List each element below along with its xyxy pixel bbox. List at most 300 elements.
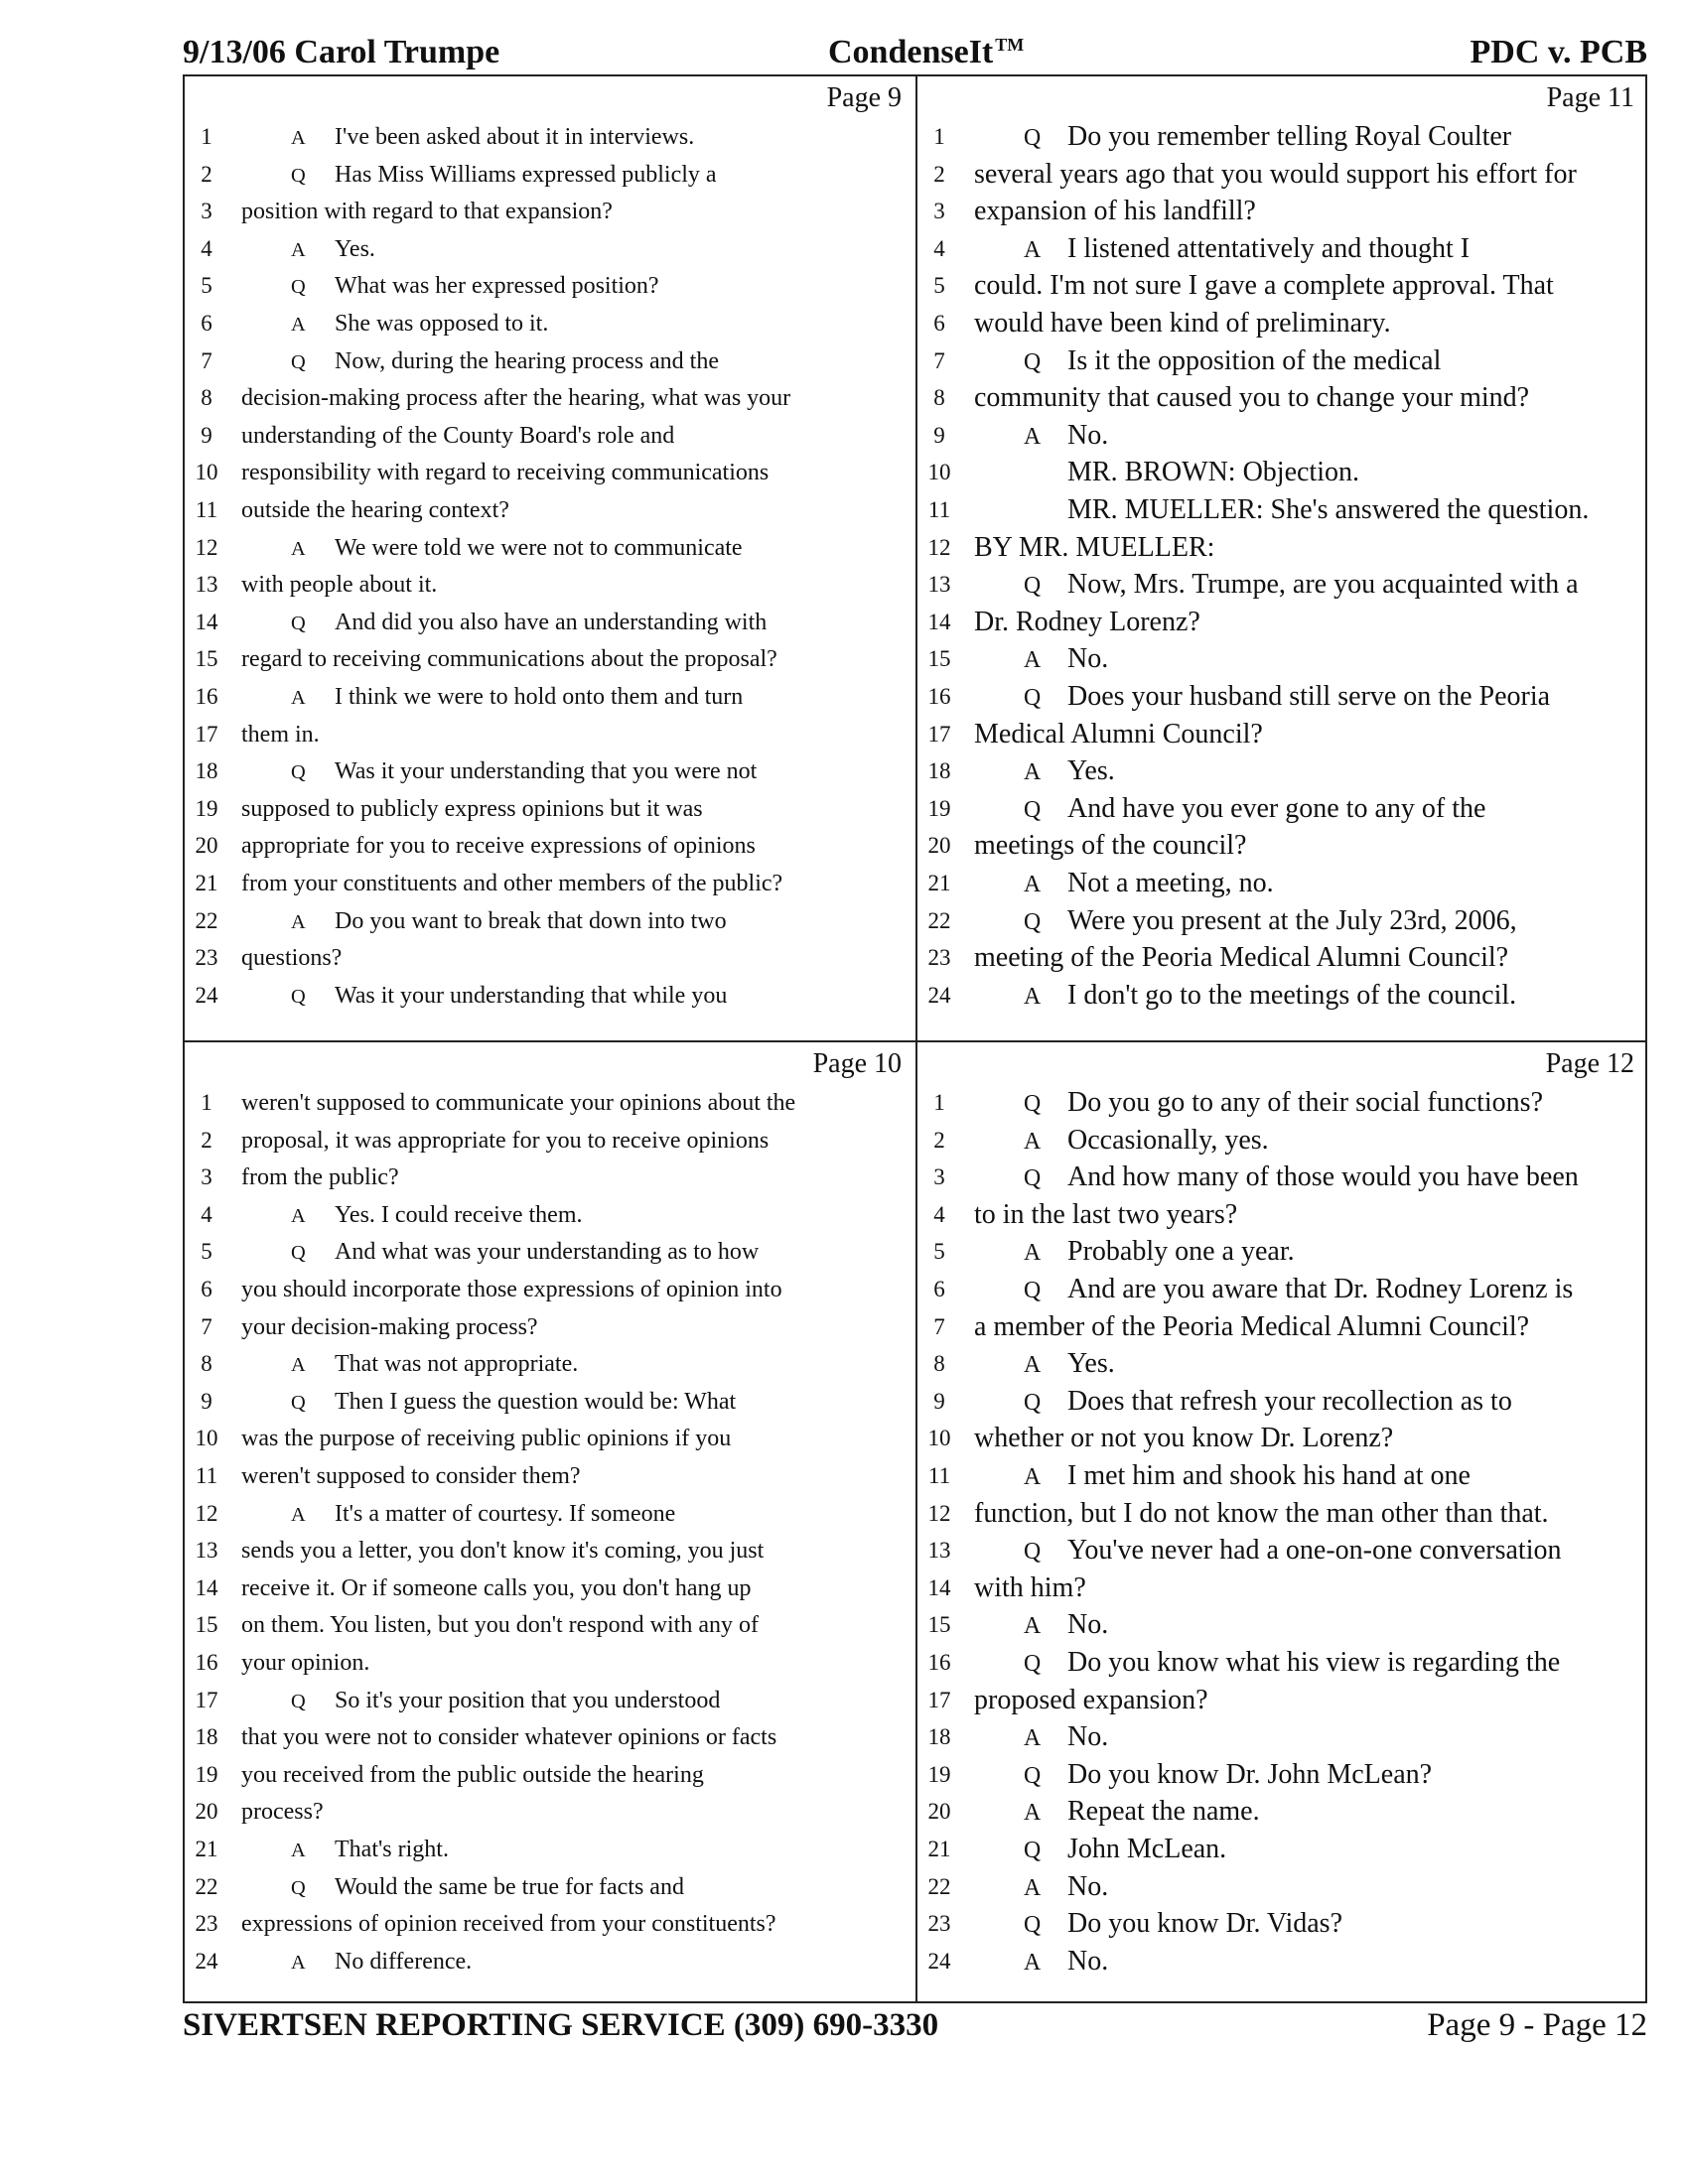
line-text — [241, 566, 906, 604]
line-text — [974, 1532, 1638, 1570]
transcript-line — [919, 827, 1644, 865]
testimony-text: Yes. — [335, 235, 375, 262]
line-text — [241, 193, 906, 230]
testimony-text: No. — [1067, 1945, 1109, 1977]
line-text — [974, 1084, 1638, 1123]
testimony-text: with him? — [974, 1571, 1086, 1603]
transcript-line — [187, 790, 912, 828]
testimony-text: regard to receiving communications about the proposal? — [241, 646, 777, 673]
line-number: 16 — [927, 684, 951, 709]
speaker-marker: A — [1024, 1949, 1042, 1976]
testimony-text: Does that refresh your recollection as to — [1067, 1385, 1512, 1417]
speaker-marker: A — [291, 910, 306, 933]
page-number-label: Page 10 — [812, 1048, 902, 1079]
line-text — [974, 1271, 1638, 1309]
line-number: 3 — [201, 199, 212, 224]
line-text — [974, 118, 1638, 157]
line-text — [974, 1233, 1638, 1272]
transcript-line — [919, 1345, 1644, 1383]
speaker-marker: A — [291, 1840, 306, 1861]
line-number: 21 — [195, 1837, 218, 1861]
header-case-date-witness: 9/13/06 Carol Trumpe — [183, 34, 500, 70]
transcript-line — [919, 491, 1644, 529]
speaker-marker: Q — [1024, 125, 1042, 151]
line-number: 9 — [933, 1388, 945, 1414]
line-text — [974, 1718, 1638, 1757]
testimony-text: Then I guess the question would be: What — [335, 1388, 737, 1415]
transcript-line — [187, 1718, 912, 1756]
line-number: 22 — [927, 1873, 951, 1899]
transcript-line — [919, 1793, 1644, 1831]
transcript-line — [919, 118, 1644, 156]
page-number-label: Page 11 — [1546, 82, 1634, 113]
line-number: 24 — [927, 982, 951, 1008]
testimony-text: I met him and shook his hand at one — [1067, 1460, 1471, 1491]
line-text — [241, 454, 906, 491]
transcript-line — [187, 977, 912, 1015]
line-number: 23 — [195, 1911, 218, 1937]
testimony-text: Do you know what his view is regarding the — [1067, 1647, 1561, 1678]
testimony-text: Medical Alumni Council? — [974, 718, 1263, 750]
line-text — [974, 454, 1638, 491]
line-number: 10 — [927, 1426, 951, 1451]
transcript-line — [187, 1532, 912, 1570]
testimony-text: That was not appropriate. — [335, 1351, 579, 1378]
line-text — [241, 1271, 906, 1308]
testimony-text: questions? — [241, 945, 343, 972]
transcript-line — [919, 1457, 1644, 1495]
line-number: 16 — [195, 1650, 218, 1675]
testimony-text: was the purpose of receiving public opinions if you — [241, 1426, 732, 1452]
speaker-marker: A — [1024, 1128, 1042, 1155]
testimony-text: Were you present at the July 23rd, 2006, — [1067, 904, 1517, 936]
transcript-line — [919, 1159, 1644, 1196]
line-number: 18 — [195, 1724, 218, 1750]
line-number: 11 — [927, 1463, 951, 1488]
transcript-line — [919, 604, 1644, 641]
transcript-line — [187, 1682, 912, 1719]
line-text — [241, 1495, 906, 1534]
line-text — [974, 977, 1638, 1016]
line-text — [974, 305, 1638, 342]
line-text — [974, 1943, 1638, 1981]
speaker-marker: Q — [1024, 1762, 1042, 1789]
page-grid — [183, 74, 1647, 2003]
line-number: 4 — [933, 235, 945, 261]
testimony-text: Do you remember telling Royal Coulter — [1067, 121, 1512, 152]
line-number: 8 — [201, 385, 212, 411]
speaker-marker: A — [1024, 983, 1042, 1010]
speaker-marker: A — [1024, 1800, 1042, 1827]
line-number: 13 — [927, 1538, 951, 1564]
speaker-marker: A — [291, 1951, 306, 1974]
line-number: 2 — [201, 1127, 212, 1153]
line-number: 7 — [933, 1313, 945, 1339]
testimony-text: So it's your position that you understood — [335, 1687, 721, 1713]
testimony-text: No. — [1067, 1721, 1109, 1753]
transcript-line — [919, 939, 1644, 977]
line-text — [241, 342, 906, 381]
line-number: 14 — [195, 609, 218, 634]
speaker-marker: A — [1024, 1613, 1042, 1640]
line-number: 16 — [927, 1650, 951, 1675]
transcript-line — [919, 1271, 1644, 1308]
speaker-marker: A — [291, 314, 306, 336]
line-number: 19 — [195, 1761, 218, 1787]
testimony-text: You've never had a one-on-one conversation — [1067, 1535, 1562, 1567]
testimony-text: No. — [1067, 1609, 1109, 1641]
transcript-page — [919, 1044, 1644, 2002]
speaker-marker: A — [1024, 423, 1042, 450]
testimony-text: proposal, it was appropriate for you to receive opinions — [241, 1127, 770, 1154]
line-text — [974, 1905, 1638, 1944]
speaker-marker: A — [1024, 236, 1042, 263]
testimony-text: Occasionally, yes. — [1067, 1124, 1269, 1156]
testimony-text: No. — [1067, 1870, 1109, 1902]
transcript-line — [187, 1868, 912, 1906]
line-text — [241, 491, 906, 529]
transcript-line — [919, 1868, 1644, 1906]
testimony-text: to in the last two years? — [974, 1198, 1238, 1230]
testimony-text: proposed expansion? — [974, 1684, 1208, 1715]
transcript-line — [187, 604, 912, 641]
line-text — [974, 1644, 1638, 1683]
transcript-line — [187, 678, 912, 716]
line-number: 6 — [933, 1277, 945, 1301]
speaker-marker: A — [291, 1354, 306, 1377]
line-text — [974, 1606, 1638, 1645]
speaker-marker: Q — [1024, 1912, 1042, 1939]
line-number: 18 — [195, 758, 218, 784]
speaker-marker: Q — [1024, 1389, 1042, 1416]
speaker-marker: Q — [291, 1690, 306, 1712]
line-text — [241, 1532, 906, 1570]
testimony-text: Repeat the name. — [1067, 1796, 1260, 1828]
transcript-line — [187, 1159, 912, 1196]
speaker-marker: A — [1024, 1725, 1042, 1752]
transcript-line — [919, 1644, 1644, 1682]
line-text — [974, 1383, 1638, 1422]
line-text — [974, 1682, 1638, 1719]
transcript-page — [187, 1044, 912, 2002]
line-text — [241, 267, 906, 306]
testimony-text: responsibility with regard to receiving communications — [241, 460, 770, 486]
testimony-text: Yes. — [1067, 1348, 1115, 1380]
line-text — [974, 491, 1638, 529]
line-number: 10 — [195, 460, 218, 485]
line-number: 12 — [927, 534, 951, 560]
transcript-line — [187, 305, 912, 342]
line-number: 15 — [927, 646, 951, 672]
testimony-text: community that caused you to change your mind? — [974, 382, 1530, 414]
line-number: 11 — [195, 497, 218, 522]
header-product-name — [828, 34, 1024, 71]
speaker-marker: Q — [291, 276, 306, 299]
transcript-line — [187, 454, 912, 491]
line-number: 2 — [933, 1127, 945, 1153]
line-text — [974, 827, 1638, 865]
speaker-marker: A — [1024, 1240, 1042, 1267]
line-number: 7 — [201, 347, 212, 373]
line-text — [241, 752, 906, 791]
line-text — [974, 1122, 1638, 1160]
line-text — [974, 1793, 1638, 1832]
transcript-page — [919, 78, 1644, 1036]
transcript-line — [919, 716, 1644, 753]
transcript-line — [187, 1196, 912, 1234]
line-number: 5 — [933, 1239, 945, 1265]
line-number: 21 — [927, 1837, 951, 1861]
line-number: 5 — [201, 273, 212, 299]
line-text — [974, 1831, 1638, 1869]
line-number: 5 — [201, 1239, 212, 1265]
line-number: 22 — [195, 1873, 218, 1899]
speaker-marker: A — [1024, 647, 1042, 674]
transcript-line — [919, 1233, 1644, 1271]
testimony-text: MR. BROWN: Objection. — [1067, 457, 1359, 488]
line-text — [974, 640, 1638, 679]
line-text — [974, 752, 1638, 791]
testimony-text: on them. You listen, but you don't respond with any of — [241, 1612, 759, 1639]
line-text — [241, 1233, 906, 1272]
testimony-text: I think we were to hold onto them and turn — [335, 684, 744, 710]
footer-reporting-service: SIVERTSEN REPORTING SERVICE (309) 690-3330 — [183, 2007, 939, 2043]
testimony-text: a member of the Peoria Medical Alumni Council? — [974, 1310, 1530, 1342]
line-text — [974, 1457, 1638, 1496]
testimony-text: process? — [241, 1799, 324, 1826]
line-text — [974, 1756, 1638, 1795]
transcript-page — [187, 78, 912, 1036]
transcript-line — [187, 640, 912, 678]
page-number-label: Page 12 — [1545, 1048, 1634, 1079]
line-number: 20 — [927, 1799, 951, 1825]
speaker-marker: Q — [1024, 1091, 1042, 1117]
line-number: 23 — [927, 1911, 951, 1937]
line-number: 1 — [201, 124, 212, 149]
line-number: 15 — [195, 1612, 218, 1638]
transcript-line — [919, 1943, 1644, 1980]
line-text — [241, 1122, 906, 1160]
line-number: 20 — [927, 833, 951, 859]
transcript-line — [187, 1457, 912, 1495]
testimony-text: And have you ever gone to any of the — [1067, 792, 1486, 824]
transcript-line — [919, 1383, 1644, 1421]
line-text — [974, 193, 1638, 230]
testimony-text: That's right. — [335, 1837, 449, 1862]
line-text — [241, 417, 906, 455]
transcript-line — [187, 752, 912, 790]
transcript-line — [919, 1570, 1644, 1607]
line-number: 13 — [195, 572, 218, 598]
line-text — [241, 1383, 906, 1422]
transcript-line — [919, 156, 1644, 194]
speaker-marker: Q — [1024, 348, 1042, 375]
testimony-text: I've been asked about it in interviews. — [335, 124, 695, 150]
testimony-text: function, but I do not know the man other than that. — [974, 1497, 1549, 1529]
line-text — [241, 902, 906, 941]
line-text — [974, 678, 1638, 717]
testimony-text: you should incorporate those expressions of opinion into — [241, 1277, 782, 1302]
line-text — [241, 1756, 906, 1794]
speaker-marker: Q — [291, 1876, 306, 1899]
transcript-line — [187, 939, 912, 977]
testimony-text: Was it your understanding that while you — [335, 982, 728, 1009]
testimony-text: No difference. — [335, 1948, 473, 1975]
transcript-line — [187, 1793, 912, 1831]
line-number: 12 — [195, 534, 218, 560]
line-text — [974, 1308, 1638, 1346]
line-text — [241, 716, 906, 753]
line-number: 18 — [927, 758, 951, 784]
line-number: 16 — [195, 684, 218, 709]
testimony-text: She was opposed to it. — [335, 311, 549, 337]
testimony-text: Now, Mrs. Trumpe, are you acquainted with a — [1067, 569, 1579, 601]
testimony-text: that you were not to consider whatever opinions or facts — [241, 1724, 777, 1751]
line-text — [241, 1196, 906, 1235]
transcript-line — [187, 1943, 912, 1980]
line-text — [241, 1831, 906, 1869]
line-text — [241, 790, 906, 828]
transcript-line — [919, 193, 1644, 230]
testimony-text: Yes. I could receive them. — [335, 1201, 583, 1228]
line-number: 11 — [927, 497, 951, 522]
speaker-marker: Q — [1024, 573, 1042, 600]
speaker-marker: A — [1024, 1874, 1042, 1901]
transcript-line — [187, 529, 912, 567]
transcript-line — [919, 230, 1644, 268]
line-number: 17 — [927, 1687, 951, 1712]
transcript-line — [187, 1122, 912, 1160]
testimony-text: No. — [1067, 643, 1109, 675]
transcript-line — [919, 1122, 1644, 1160]
line-text — [974, 230, 1638, 269]
testimony-text: Would the same be true for facts and — [335, 1873, 684, 1900]
speaker-marker: A — [291, 687, 306, 709]
testimony-text: meeting of the Peoria Medical Alumni Council? — [974, 942, 1509, 974]
line-number: 4 — [201, 235, 212, 261]
line-text — [241, 865, 906, 902]
column-divider — [915, 76, 917, 2001]
line-number: 19 — [927, 795, 951, 821]
testimony-text: And did you also have an understanding with — [335, 609, 768, 635]
transcript-line — [919, 865, 1644, 902]
transcript-line — [187, 1831, 912, 1868]
line-text — [241, 1644, 906, 1682]
line-number: 14 — [927, 1574, 951, 1600]
line-text — [241, 1943, 906, 1981]
testimony-text: Yes. — [1067, 755, 1115, 787]
line-number: 1 — [933, 124, 945, 149]
line-text — [241, 529, 906, 568]
line-number: 20 — [195, 1799, 218, 1825]
testimony-text: expressions of opinion received from your constituents? — [241, 1911, 776, 1938]
speaker-marker: Q — [1024, 1278, 1042, 1303]
line-text — [974, 902, 1638, 941]
line-number: 1 — [201, 1090, 212, 1115]
transcript-line — [187, 1905, 912, 1943]
line-text — [241, 678, 906, 717]
testimony-text: sends you a letter, you don't know it's coming, you just — [241, 1538, 765, 1565]
transcript-line — [919, 1532, 1644, 1570]
line-text — [241, 604, 906, 642]
testimony-text: Do you know Dr. John McLean? — [1067, 1758, 1433, 1790]
speaker-marker: Q — [291, 612, 306, 634]
line-text — [974, 1868, 1638, 1907]
testimony-text: meetings of the council? — [974, 830, 1247, 862]
transcript-line — [919, 1682, 1644, 1719]
line-number: 8 — [201, 1351, 212, 1377]
testimony-text: Was it your understanding that you were not — [335, 758, 758, 785]
line-number: 5 — [933, 273, 945, 299]
transcript-line — [187, 865, 912, 902]
speaker-marker: Q — [291, 164, 306, 187]
transcript-line — [919, 379, 1644, 417]
row-divider — [185, 1040, 1645, 1042]
testimony-text: Does your husband still serve on the Peoria — [1067, 681, 1551, 712]
line-text — [241, 640, 906, 678]
line-text — [974, 716, 1638, 753]
line-text — [974, 1495, 1638, 1533]
line-number: 10 — [195, 1426, 218, 1451]
transcript-line — [919, 977, 1644, 1015]
testimony-text: Do you want to break that down into two — [335, 907, 727, 934]
testimony-text: with people about it. — [241, 572, 438, 599]
transcript-line — [187, 1420, 912, 1457]
speaker-marker: A — [291, 127, 306, 149]
line-number: 8 — [933, 1351, 945, 1377]
transcript-line — [919, 529, 1644, 567]
line-number: 11 — [195, 1463, 218, 1488]
transcript-line — [187, 1084, 912, 1122]
line-number: 17 — [195, 721, 218, 747]
transcript-line — [187, 267, 912, 305]
testimony-text: expansion of his landfill? — [974, 196, 1256, 227]
speaker-marker: Q — [1024, 685, 1042, 711]
testimony-text: outside the hearing context? — [241, 497, 509, 523]
line-text — [974, 604, 1638, 641]
transcript-line — [187, 1233, 912, 1271]
line-number: 3 — [201, 1164, 212, 1190]
line-text — [974, 1420, 1638, 1457]
transcript-line — [187, 342, 912, 380]
speaker-marker: Q — [291, 985, 306, 1008]
speaker-marker: Q — [291, 1391, 306, 1414]
line-text — [241, 977, 906, 1016]
speaker-marker: Q — [291, 1242, 306, 1265]
transcript-line — [187, 193, 912, 230]
testimony-text: your decision-making process? — [241, 1313, 538, 1340]
testimony-text: receive it. Or if someone calls you, you don't hang up — [241, 1574, 752, 1601]
testimony-text: from your constituents and other members of the public? — [241, 871, 783, 896]
line-text — [241, 1606, 906, 1644]
line-number: 7 — [201, 1313, 212, 1339]
testimony-text: MR. MUELLER: She's answered the question. — [1067, 494, 1590, 525]
transcript-line — [187, 827, 912, 865]
transcript-line — [187, 1308, 912, 1346]
line-text — [241, 305, 906, 343]
testimony-text: decision-making process after the hearing, what was your — [241, 385, 791, 412]
line-text — [974, 865, 1638, 903]
transcript-line — [187, 1756, 912, 1794]
line-text — [974, 1196, 1638, 1234]
line-text — [241, 1905, 906, 1943]
line-text — [241, 156, 906, 195]
transcript-line — [919, 454, 1644, 491]
transcript-line — [919, 566, 1644, 604]
speaker-marker: A — [1024, 1352, 1042, 1379]
speaker-marker: Q — [291, 761, 306, 784]
testimony-text: your opinion. — [241, 1650, 370, 1676]
